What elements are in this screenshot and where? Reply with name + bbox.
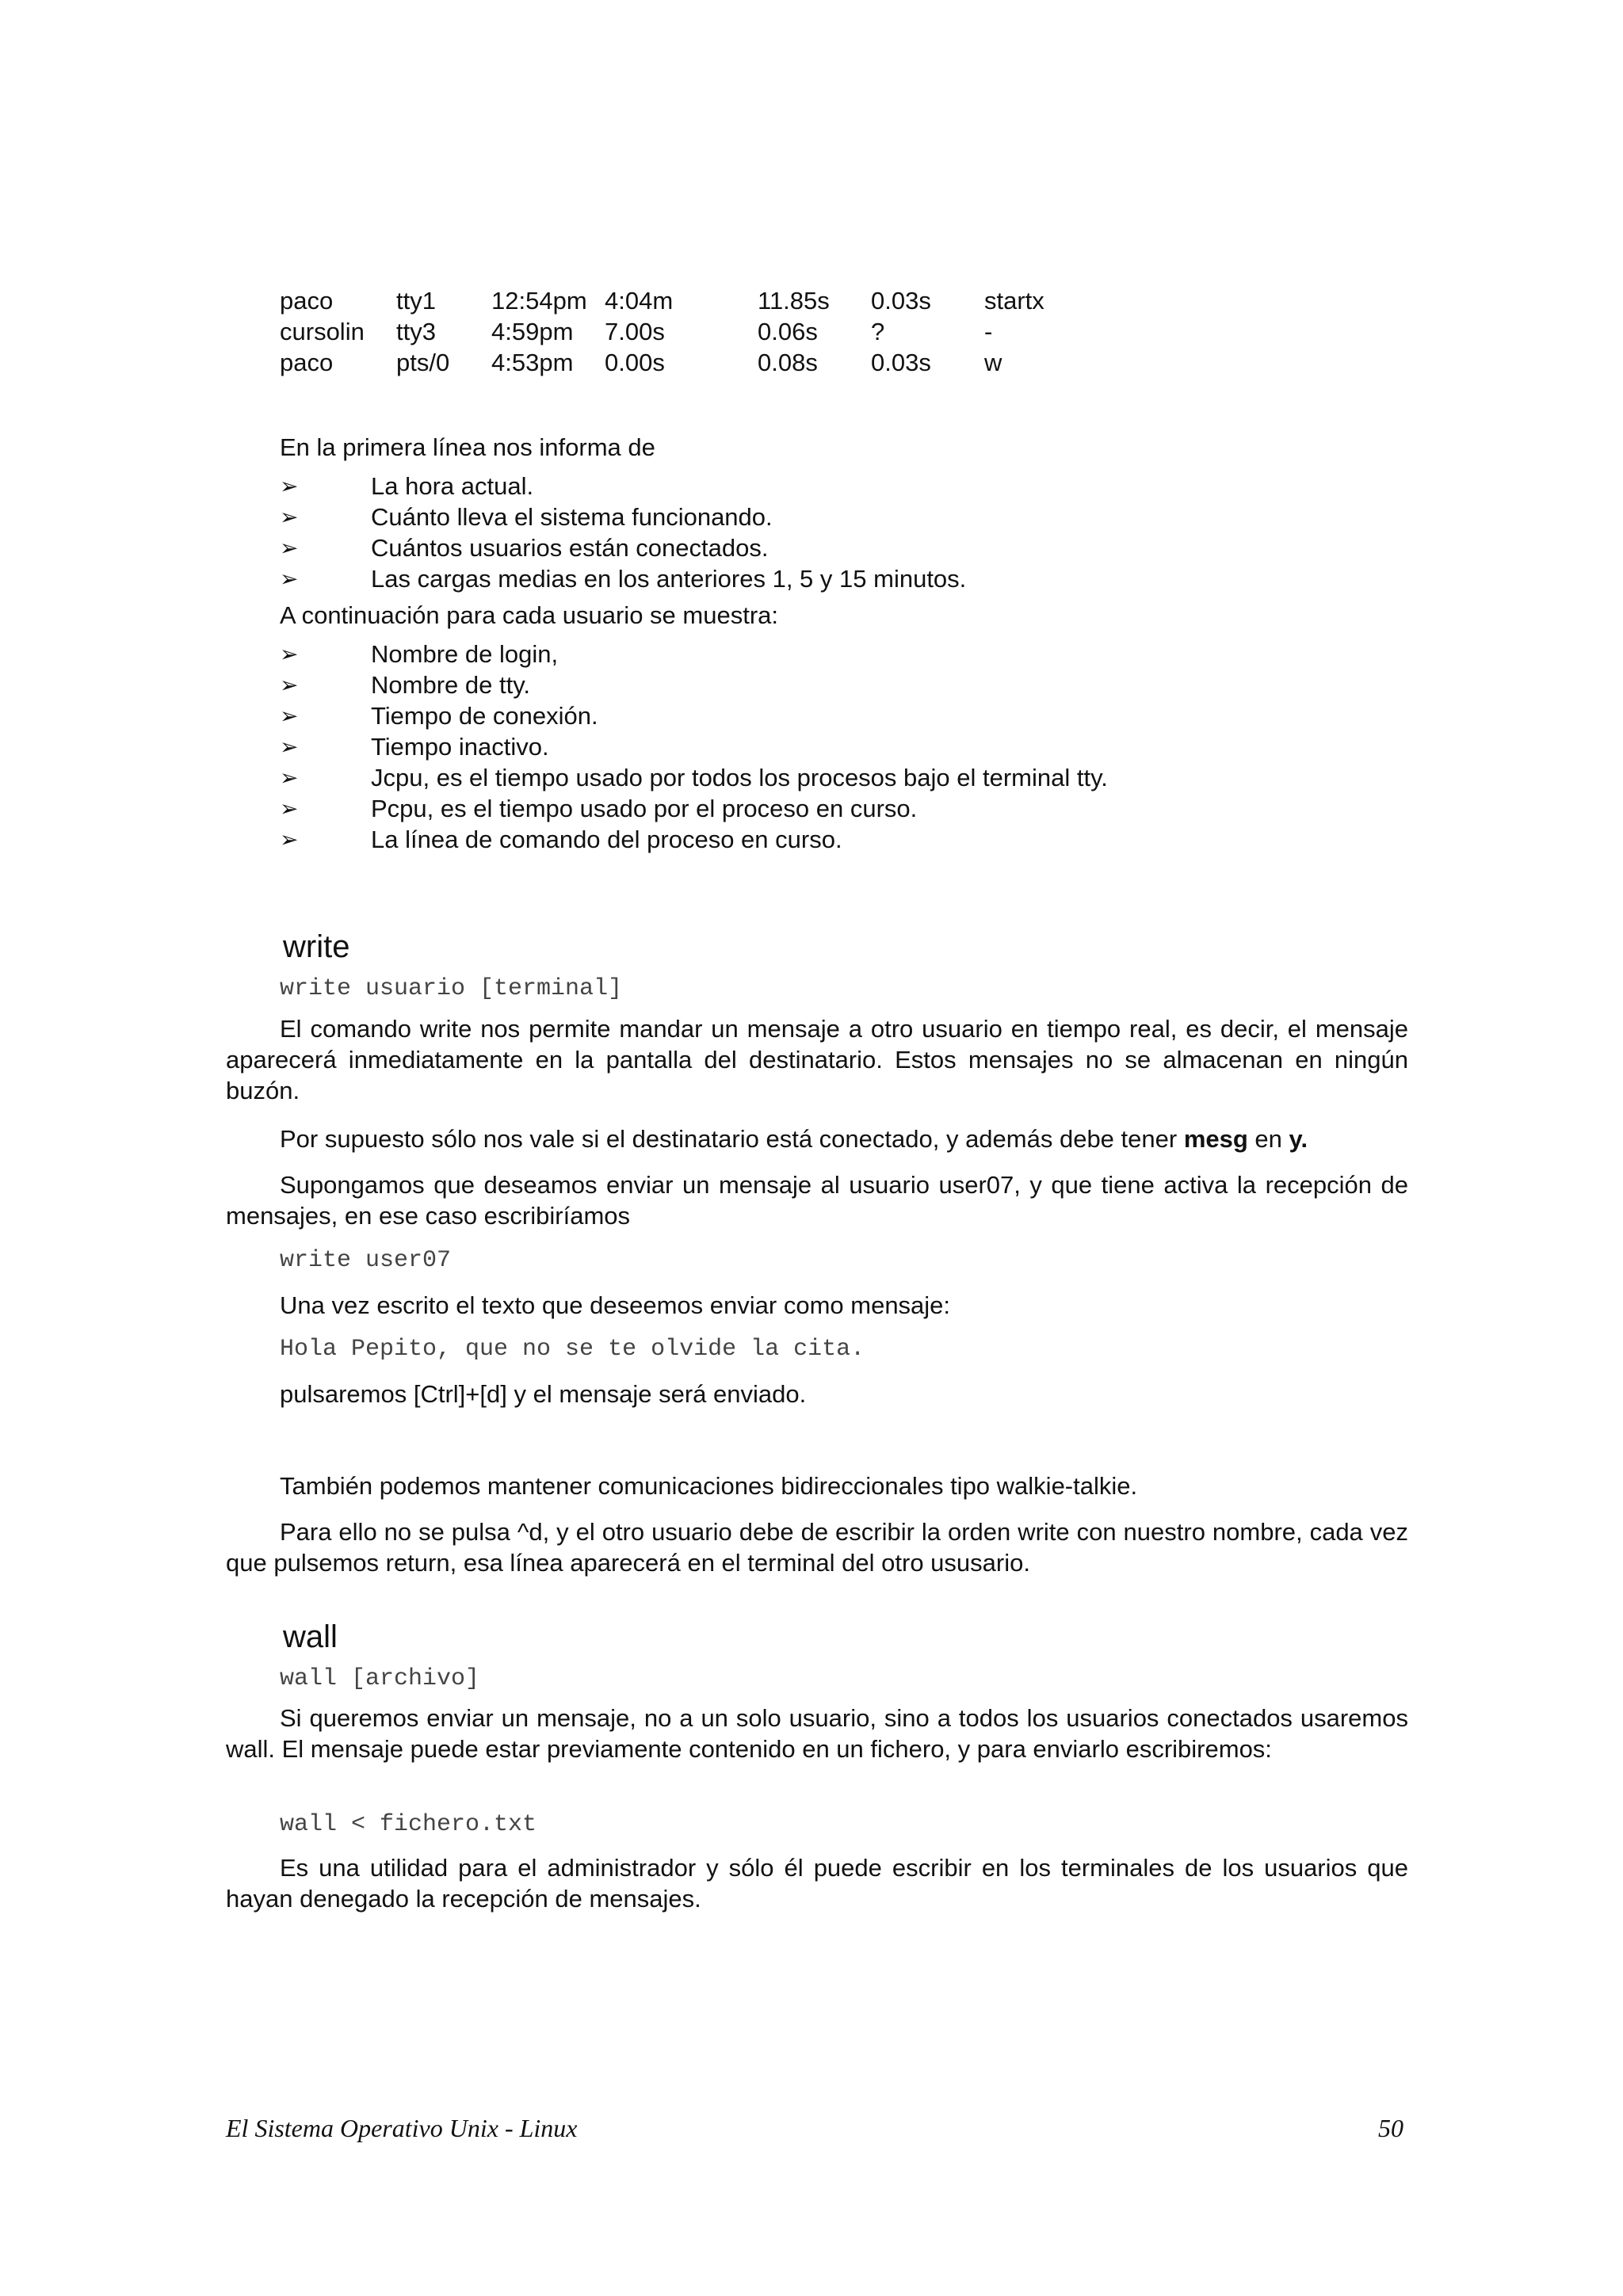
table-cell: pts/0	[396, 349, 450, 376]
intro-first-line: En la primera línea nos informa de	[280, 433, 655, 461]
document-page: paco tty1 12:54pm 4:04m 11.85s 0.03s startx cursolin tty3 4:59pm 7.00s 0.06s ? - paco pts/0 4:53pm 0.00s 0.08s 0.03s w En la primera línea nos informa de ➢ La hora actual. ➢ Cuánto lleva el sistema funcionando. ➢ Cuántos usuarios están conectados. ➢ Las cargas medias en los anteriores 1, 5 y 15 minutos. A continuación para cada usuario se muestra: ➢ Nombre de login, ➢ Nombre de tty. ➢ Tiempo de conexión. ➢ Tiempo inactivo. ➢ Jcpu, es el tiempo usado por todos los procesos bajo el terminal tty. ➢ Pcpu, es el tiempo usado por el proceso en curso. ➢ La línea de comando del proceso en curso. write write usuario [terminal] El comando write nos permite mandar un mensaje a otro usuario en tiempo real, es decir, el mensaje aparecerá inmediatamente en la pantalla del destinatario. Estos mensajes no se almacenan en ningún buzón. Por supuesto sólo nos vale si el destinatario está conectado, y además debe tener mesg en y. Supongamos que deseamos enviar un mensaje al usuario user07, y que tiene activa la recepción de mensajes, en ese caso escribiríamos write user07 Una vez escrito el texto que deseemos enviar como mensaje: Hola Pepito, que no se te olvide la cita. pulsaremos [Ctrl]+[d] y el mensaje será enviado. También podemos mantener comunicaciones bidireccionales tipo walkie-talkie. Para ello no se pulsa ^d, y el otro usuario debe de escribir la orden write con nuestro nombre, cada vez que pulsemos return, esa línea aparecerá en el terminal del otro ususario. wall wall [archivo] Si queremos enviar un mensaje, no a un solo usuario, sino a todos los usuarios conectados usaremos wall. El mensaje puede estar previamente contenido en un fichero, y para enviarlo escribiremos: wall < fichero.txt Es una utilidad para el administrador y sólo él puede escribir en los terminales de los usuarios que hayan denegado la recepción de mensajes. El Sistema Operativo Unix - Linux 50	[226, 287, 1408, 2142]
write-paragraph-2: Por supuesto sólo nos vale si el destinatario está conectado, y además debe tener mesg en y.	[280, 1125, 1308, 1153]
wall-paragraph-1: Si queremos enviar un mensaje, no a un solo usuario, sino a todos los usuarios conectados usaremos wall. El mensaje puede estar previamente contenido en un fichero, y para enviarlo escribiremos:	[226, 1704, 1408, 1763]
arrow-bullet-icon: ➢	[280, 704, 299, 728]
write-heading: write	[283, 929, 350, 964]
wall-paragraph-2: Es una utilidad para el administrador y sólo él puede escribir en los terminales de los usuarios que hayan denegado la recepción de mensajes.	[226, 1854, 1408, 1913]
table-cell: tty1	[396, 287, 436, 315]
table-cell: paco	[280, 287, 334, 315]
table-cell: ?	[871, 318, 885, 345]
wall-syntax: wall [archivo]	[280, 1665, 480, 1692]
table-cell: 0.03s	[871, 349, 931, 376]
arrow-bullet-icon: ➢	[280, 796, 299, 821]
arrow-bullet-icon: ➢	[280, 827, 299, 852]
arrow-bullet-icon: ➢	[280, 765, 299, 790]
intro-per-user: A continuación para cada usuario se muestra:	[280, 601, 778, 629]
write-paragraph-6: También podemos mantener comunicaciones bidireccionales tipo walkie-talkie.	[280, 1472, 1138, 1500]
write-paragraph-1: El comando write nos permite mandar un mensaje a otro usuario en tiempo real, es decir, el mensaje aparecerá inmediatamente en la pantalla del destinatario. Estos mensajes no se almacenan en ningún buzón.	[226, 1015, 1408, 1104]
table-cell: 0.03s	[871, 287, 931, 315]
write-syntax: write usuario [terminal]	[280, 975, 623, 1002]
y-keyword: y.	[1289, 1125, 1308, 1153]
arrow-bullet-icon: ➢	[280, 566, 299, 591]
table-cell: 4:53pm	[491, 349, 574, 376]
table-cell: tty3	[396, 318, 436, 345]
table-cell: -	[984, 318, 993, 345]
arrow-bullet-icon: ➢	[280, 505, 299, 529]
write-paragraph-7: Para ello no se pulsa ^d, y el otro usuario debe de escribir la orden write con nuestro nombre, cada vez que pulsemos return, esa línea aparecerá en el terminal del otro ususario.	[226, 1518, 1408, 1577]
write-message-example: Hola Pepito, que no se te olvide la cita.	[280, 1336, 865, 1363]
arrow-bullet-icon: ➢	[280, 474, 299, 498]
write-paragraph-3: Supongamos que deseamos enviar un mensaje al usuario user07, y que tiene activa la recepción de mensajes, en ese caso escribiríamos	[226, 1171, 1408, 1230]
wall-heading: wall	[283, 1619, 338, 1654]
table-cell: 7.00s	[605, 318, 665, 345]
wall-code-example: wall < fichero.txt	[280, 1811, 537, 1838]
arrow-bullet-icon: ➢	[280, 536, 299, 560]
footer-title: El Sistema Operativo Unix - Linux	[226, 2114, 578, 2142]
arrow-bullet-icon: ➢	[280, 734, 299, 759]
arrow-bullet-icon: ➢	[280, 642, 299, 666]
write-code-example: write user07	[280, 1247, 452, 1274]
table-cell: 4:59pm	[491, 318, 574, 345]
table-cell: 0.00s	[605, 349, 665, 376]
write-paragraph-5: pulsaremos [Ctrl]+[d] y el mensaje será enviado.	[280, 1380, 807, 1408]
table-row	[280, 347, 1044, 378]
table-cell: paco	[280, 349, 334, 376]
write-paragraph-4: Una vez escrito el texto que deseemos enviar como mensaje:	[280, 1291, 951, 1319]
who-output-table	[280, 285, 1044, 378]
table-cell: 11.85s	[758, 287, 830, 315]
table-cell: 0.08s	[758, 349, 818, 376]
page-number: 50	[1378, 2114, 1403, 2142]
table-cell: 12:54pm	[491, 287, 587, 315]
table-cell: startx	[984, 287, 1044, 315]
mesg-keyword: mesg	[1183, 1125, 1248, 1153]
table-cell: 0.06s	[758, 318, 818, 345]
arrow-bullet-icon: ➢	[280, 673, 299, 697]
table-cell: w	[984, 349, 1002, 376]
table-cell: cursolin	[280, 318, 365, 345]
table-row	[280, 316, 1044, 347]
table-cell: 4:04m	[605, 287, 674, 315]
table-row	[280, 285, 1044, 316]
